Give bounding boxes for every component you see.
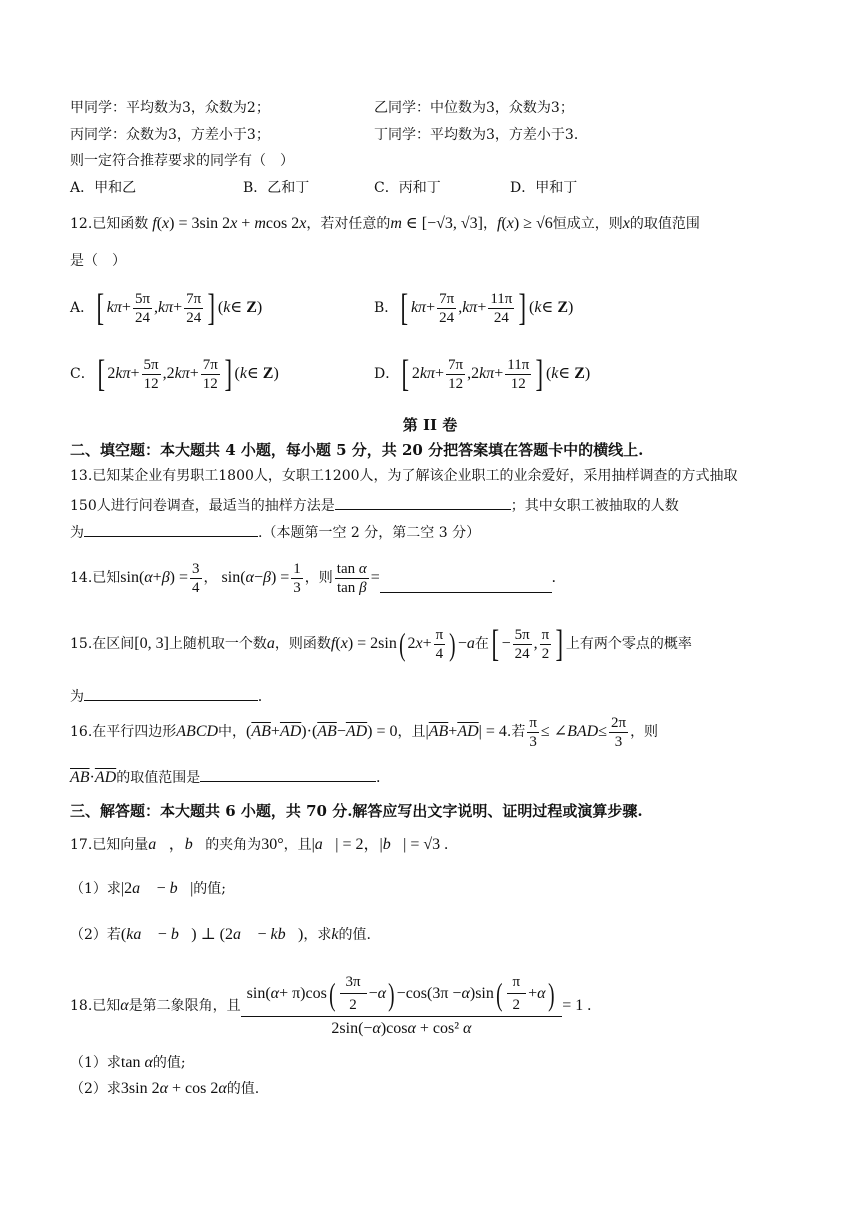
section-2-title: 第 II 卷 bbox=[402, 416, 458, 434]
q11-option-c: C．丙和丁 bbox=[374, 180, 441, 196]
q18-fraction: sin( α + π)cos ( $\frac{3\pi}{2}$ − α ) −cos(3π − α )sin ( $\frac{\pi}{2}$ + α ) 2sin(−α)cosα + cos² α bbox=[241, 973, 563, 1039]
q11-jia: 甲同学：平均数为3，众数为2； bbox=[70, 100, 270, 116]
q16-blank[interactable] bbox=[200, 767, 376, 782]
q11-option-d: D．甲和丁 bbox=[510, 180, 578, 196]
q13-line2: 150人进行问卷调查，最适当的抽样方法是 ；其中女职工被抽取的人数 bbox=[70, 495, 679, 516]
q15-blank[interactable] bbox=[84, 686, 258, 701]
q18-part1: （1）求tan α的值; bbox=[70, 1054, 186, 1071]
q11-yi: 乙同学：中位数为3，众数为3； bbox=[374, 100, 574, 116]
q12-stem-line2: 是（ ） bbox=[70, 253, 126, 269]
q14-stem: 14.已知 sin( α + β ) = $\frac{3}{4}$ ， sin( α − β ) = $\frac{1}{3}$ ，则 $\frac{\text{tan α}}{\text{tan β}}$ = . bbox=[70, 560, 556, 596]
section-3-heading: 三、解答题：本大题共 6 小题，共 70 分.解答应写出文字说明、证明过程或演算步骤. bbox=[70, 802, 643, 820]
q16-line2: $\overline{AB}\cdot\overline{AD}$的取值范围是 . bbox=[70, 769, 381, 786]
q12-option-b: B． [ kπ + $\frac{7\pi}{24}$ , kπ + $\frac{11\pi}{24}$ ] ( k ∈ Z) bbox=[374, 287, 574, 329]
q13-blank-1[interactable] bbox=[335, 495, 511, 510]
q14-blank[interactable] bbox=[380, 578, 552, 593]
q15-stem: 15.在区间 [0, 3] 上随机取一个数 a ，则函数 f ( x ) = 2sin ( 2 x + $\frac{\pi}{4}$ ) − a 在 [ − $\frac{5\pi}{24}$ , $\frac{\pi}{2}$ ] 上有两个零点的概率 bbox=[70, 623, 692, 665]
q11-ding: 丁同学：平均数为3，方差小于3． bbox=[374, 127, 588, 143]
q12-stem: 12.已知函数 f(x) = 3sin 2x + mcos 2x，若对任意的m ∈ [−√3, √3]，f(x) ≥ √6恒成立，则x的取值范围 bbox=[70, 215, 700, 232]
q13-blank-2[interactable] bbox=[84, 522, 258, 537]
section-2-heading: 二、填空题：本大题共 4 小题，每小题 5 分，共 20 分把答案填在答题卡中的横线上. bbox=[70, 441, 644, 459]
q17-part2: （2）若(ka⃗ − b⃗) ⊥ (2a⃗ − kb⃗)，求k的值. bbox=[70, 926, 371, 943]
q13-line1: 13.已知某企业有男职工1800人，女职工1200人，为了解该企业职工的业余爱好，采用抽样调查的方式抽取 bbox=[70, 468, 738, 484]
q12-option-a: A． [ kπ + $\frac{5\pi}{24}$ , kπ + $\frac{7\pi}{24}$ ] ( k ∈ Z) bbox=[70, 287, 263, 329]
q12-option-d: D． [ 2 kπ + $\frac{7\pi}{12}$ ,2 kπ + $\frac{11\pi}{12}$ ] ( k ∈ Z) bbox=[374, 353, 591, 395]
q15-line2: 为 . bbox=[70, 688, 262, 705]
q17-part1: （1）求|2a⃗ − b⃗|的值; bbox=[70, 880, 226, 897]
q18-part2: （2）求3sin 2α + cos 2α的值. bbox=[70, 1080, 260, 1097]
q16-stem: 16.在平行四边形 ABCD 中， ( $\overline{AB}$ + $\overline{AD}$ )·( $\overline{AB}$ − $\overline{AD}$ ) = 0 ，且 | $\overline{AB}$ + $\overline{AD}$ | = 4 .若 $\frac{\pi}{3}$ ≤ ∠ BAD ≤ $\frac{2\pi}{3}$ ，则 bbox=[70, 714, 659, 750]
q17-stem: 17.已知向量a⃗，b⃗的夹角为30°，且|a⃗| = 2，|b⃗| = √3 . bbox=[70, 836, 449, 853]
q11-bing: 丙同学：众数为3，方差小于3； bbox=[70, 127, 270, 143]
q11-option-b: B．乙和丁 bbox=[243, 180, 310, 196]
q11-option-a: A．甲和乙 bbox=[70, 180, 137, 196]
q13-line3: 为 .（本题第一空 2 分，第二空 3 分） bbox=[70, 522, 480, 543]
q11-stem: 则一定符合推荐要求的同学有（ ） bbox=[70, 153, 294, 169]
q18-stem: 18.已知 α 是第二象限角，且 sin( α + π)cos ( $\frac{3\pi}{2}$ − α ) −cos(3π − α )sin ( $\frac{\pi}{2}$ + α ) 2sin(−α)cosα + cos² α = 1 . bbox=[70, 974, 592, 1037]
q12-option-c: C． [ 2 kπ + $\frac{5\pi}{12}$ ,2 kπ + $\frac{7\pi}{12}$ ] ( k ∈ Z) bbox=[70, 353, 279, 395]
